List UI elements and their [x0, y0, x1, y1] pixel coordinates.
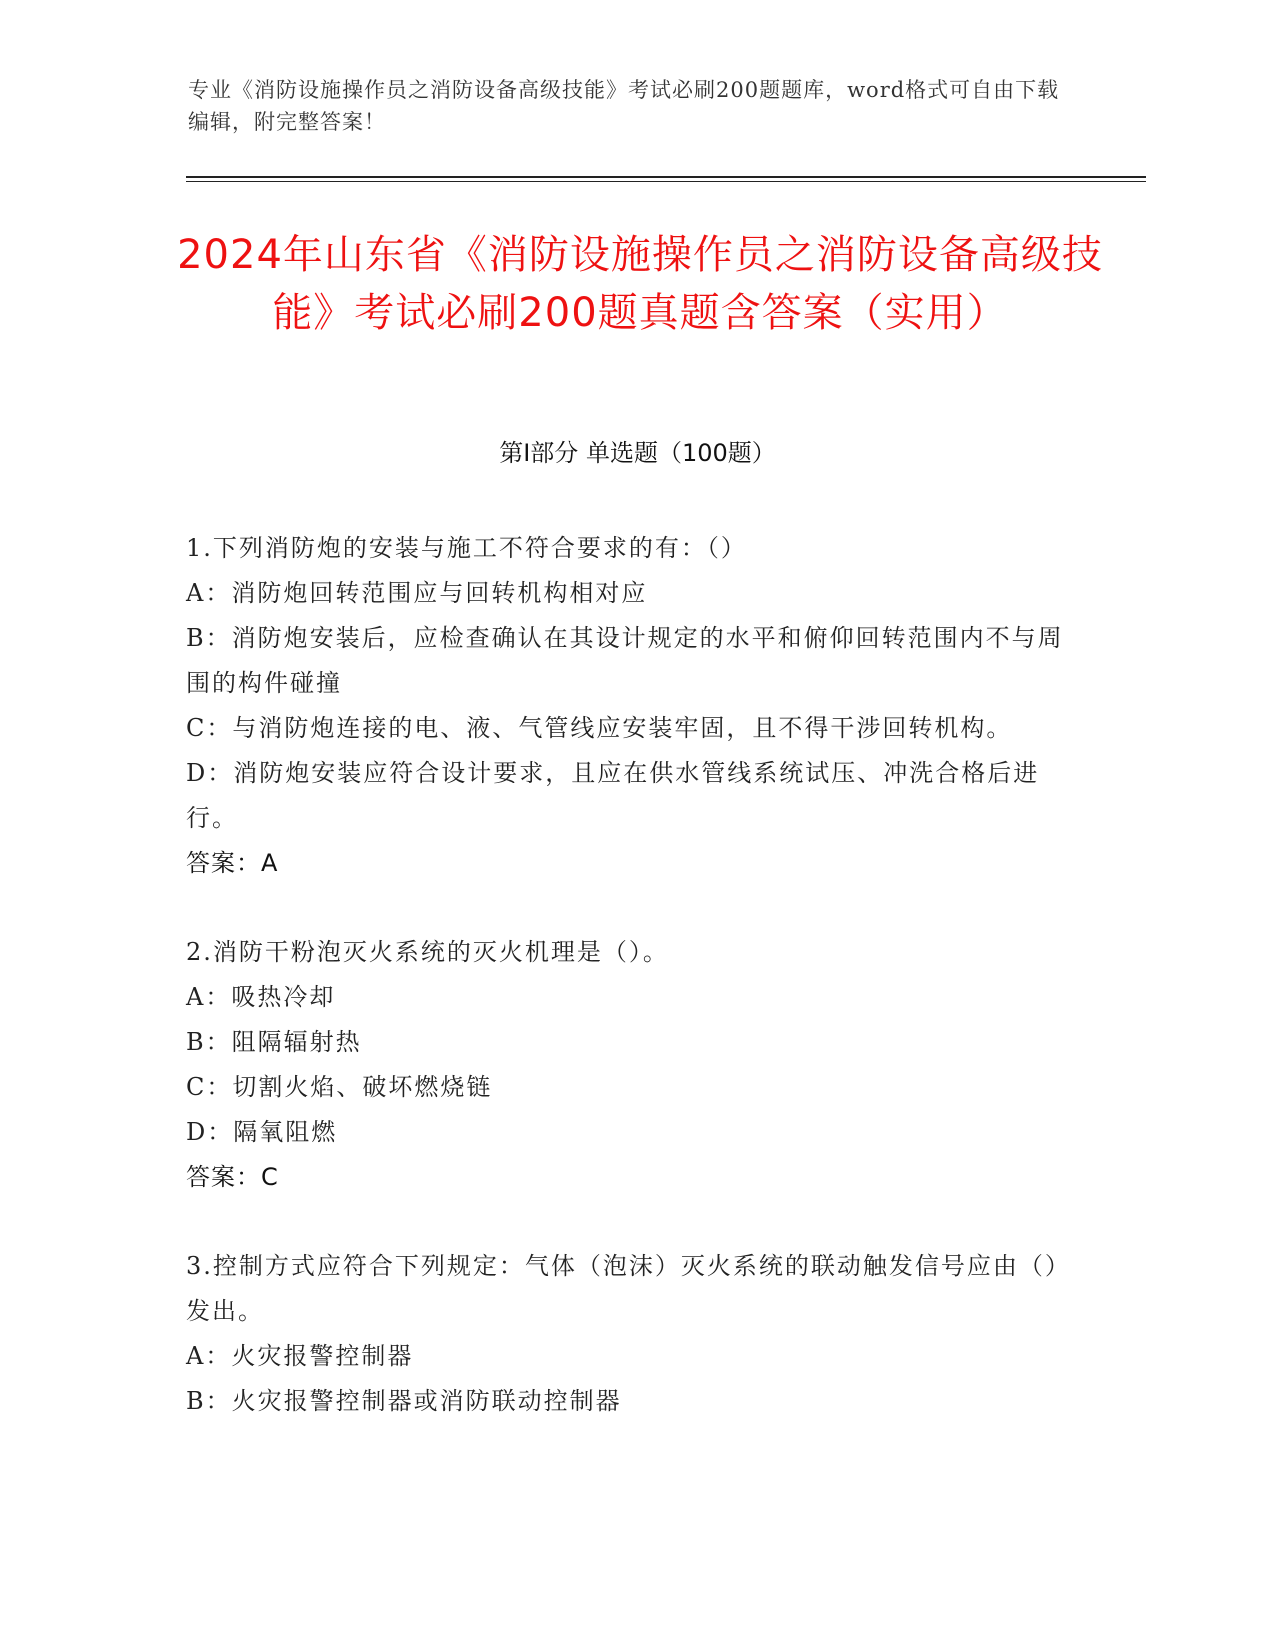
option-d: D：隔氧阻燃 — [186, 1118, 338, 1146]
option-b: B：阻隔辐射热 — [186, 1028, 362, 1056]
option-c: C：与消防炮连接的电、液、气管线应安装牢固，且不得干涉回转机构。 — [186, 714, 1013, 742]
option-d: D：消防炮安装应符合设计要求，且应在供水管线系统试压、冲洗合格后进行。 — [186, 759, 1040, 832]
question-stem: 1.下列消防炮的安装与施工不符合要求的有：（） — [186, 534, 747, 562]
question-list — [186, 526, 1066, 1468]
header-divider-thin — [186, 181, 1146, 182]
question-stem: 3.控制方式应符合下列规定：气体（泡沫）灭火系统的联动触发信号应由（）发出。 — [186, 1252, 1059, 1325]
answer-line: 答案：A — [186, 849, 279, 877]
question-3 — [186, 1244, 1066, 1424]
option-a: A：吸热冷却 — [186, 983, 336, 1011]
section-heading: 第I部分 单选题（100题） — [499, 439, 776, 467]
question-1 — [186, 526, 1066, 886]
option-c: C：切割火焰、破坏燃烧链 — [186, 1073, 493, 1101]
option-b: B：消防炮安装后，应检查确认在其设计规定的水平和俯仰回转范围内不与周围的构件碰撞 — [186, 624, 1064, 697]
option-a: A：消防炮回转范围应与回转机构相对应 — [186, 579, 648, 607]
question-stem: 2.消防干粉泡灭火系统的灭火机理是（）。 — [186, 938, 669, 966]
header-divider-thick — [186, 176, 1146, 178]
document-title: 2024年山东省《消防设施操作员之消防设备高级技能》考试必刷200题真题含答案（实用） — [177, 232, 1103, 336]
option-b: B：火灾报警控制器或消防联动控制器 — [186, 1387, 622, 1415]
option-a: A：火灾报警控制器 — [186, 1342, 414, 1370]
question-2 — [186, 930, 1066, 1200]
header-note: 专业《消防设施操作员之消防设备高级技能》考试必刷200题题库，word格式可自由下载编辑，附完整答案！ — [188, 78, 1060, 134]
answer-line: 答案：C — [186, 1163, 279, 1191]
